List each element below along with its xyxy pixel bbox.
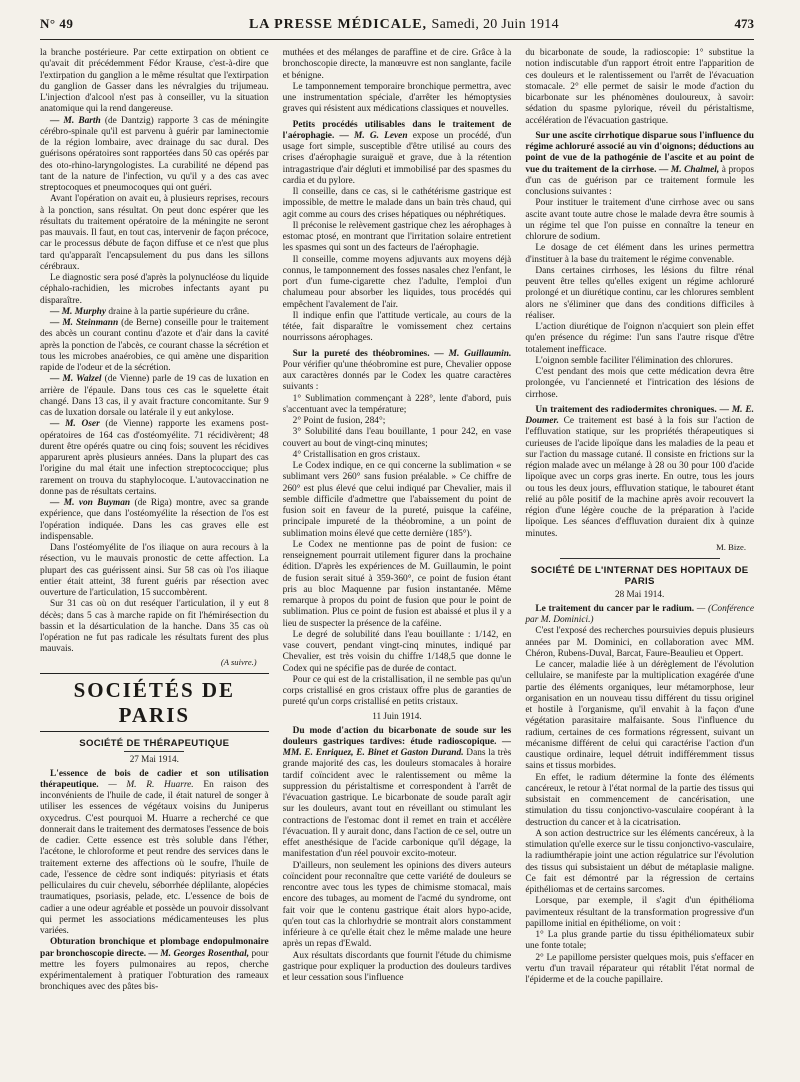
article-title: Sur une ascite cirrhotique disparue sous l'influence du régime achloruré associé au vin d'oignons; déductions au point de vue de la pathogénie de l'ascite et au point de vue du traitement de la cirrhose. bbox=[525, 130, 754, 175]
paragraph: Avant l'opération on avait eu, à plusieurs reprises, recours à la ponction, sans résultat. On peut donc espérer que les résultats du traitement opératoire de la méningite ne seront pas mauvais. Il faut, en tout cas, intervenir de façon précoce, car le processus débute de façon diffuse et ce n'est que plus tard qu'apparaît l'encapsulement du pus dans les sillons cérébraux. bbox=[40, 194, 269, 272]
author-name: — M. Chalmel, bbox=[656, 164, 720, 175]
list-item: 1° Sublimation commençant à 228°, lente d'abord, puis s'accentuant avec la température; bbox=[282, 393, 512, 415]
paragraph-text: à propos d'un cas de guérison par ce traitement formule les conclusions suivantes : bbox=[525, 164, 754, 197]
paragraph bbox=[40, 419, 269, 498]
column-3 bbox=[525, 48, 754, 1074]
paragraph: Le degré de solubilité dans l'eau bouillante : 1/142, en vase couvert, pendant vingt-cinq minutes, indiqué par Chevalier, est très voisin du chiffre 1/148,5 que donne le Codex qui ne spécifie pas de durée de contact. bbox=[282, 629, 512, 674]
paragraph bbox=[283, 120, 512, 188]
section-rule bbox=[560, 558, 720, 559]
paragraph: Pour ce qui est de la cristallisation, il ne semble pas qu'un corps cristallisé en gros cristaux offre plus de garanties de pureté qu'un corps cristallisé en petits cristaux. bbox=[282, 674, 512, 708]
paragraph-text: pour mettre les foyers pulmonaires au repos, cherche expérimentalement à pratiquer l'obturation des rameaux bronchiques avec des pâtes bis- bbox=[40, 948, 269, 993]
paragraph bbox=[40, 937, 269, 993]
paragraph: A son action destructrice sur les éléments cancéreux, à la stimulation qu'elle exerce sur le tissu conjonctivo-vasculaire, la radiumthérapie joint une action régulatrice sur l'évolution des tissus qui subsistaient un début de métaplasie maligne. Ce fait est démontré par la régression de certains épithéliomas et de certains sarcomes. bbox=[525, 828, 754, 895]
author-name: — MM. E. Enriquez, E. Binet et Gaston Durand. bbox=[282, 736, 512, 758]
article-title: Du mode d'action du bicarbonate de soude sur les douleurs gastriques tardives: étude radioscopique. bbox=[282, 725, 512, 747]
author-name: — (Conférence par M. Dominici.) bbox=[525, 603, 754, 625]
author-name: — M. Georges Rosenthal, bbox=[146, 948, 250, 959]
banner-rule bbox=[40, 731, 269, 732]
paragraph: Le tamponnement temporaire bronchique permettra, avec une instrumentation spéciale, d'arrêter les hémoptysies graves qui résistent aux médications classiques et nouvelles. bbox=[282, 81, 512, 115]
list-item: 2° Le papillome persister quelques mois, puis s'effacer en vertu d'un travail réparateur qui rétablit l'état normal de l'épiderme et de la couche papillaire. bbox=[525, 952, 754, 985]
author-name: — M. Steinmann bbox=[50, 318, 119, 328]
paragraph-text: (de Berne) conseille pour le traitement des abcès un courant continu d'azote et d'air dans la cavité après la ponction de l'abcès, ce courant chasse la sécrétion et tous les microbes anaérobies, ce qui amène une disparition rapide de l'odeur et de la sécrétion. bbox=[40, 318, 269, 373]
author-name: — M. Murphy bbox=[50, 306, 107, 317]
paragraph: Il conseille, dans ce cas, si le cathétérisme gastrique est impossible, de mettre le malade dans un bain très chaud, qui agit comme au cours des crises hépatiques ou néphrétiques. bbox=[282, 187, 512, 220]
paragraph bbox=[525, 131, 754, 199]
journal-title bbox=[249, 17, 559, 33]
paragraph: L'action diurétique de l'oignon n'acquiert son plein effet qu'en présence du régime: l'un sans l'autre risque d'être totalement inefficace. bbox=[525, 322, 754, 355]
paragraph-text: Pour vérifier qu'une théobromine est pure, Chevalier oppose aux caractères donnés par le Codex les quatre caractères suivants : bbox=[282, 359, 512, 393]
author-name: — M. von Buyman bbox=[50, 498, 131, 508]
page-header bbox=[40, 16, 754, 40]
paragraph: muthées et des mélanges de paraffine et de cire. Grâce à la bronchoscopie directe, la manœuvre est non sanglante, facile et bénigne. bbox=[282, 48, 512, 81]
paragraph: L'oignon semble faciliter l'élimination des chlorures. bbox=[535, 355, 733, 366]
paragraph-text: draine à la partie supérieure du crâne. bbox=[106, 306, 250, 317]
paragraph: Le Codex ne mentionne pas de point de fusion: ce renseignement pourrait utilement figurer dans la prochaine édition. D'après les expériences de M. Guillaumin, le point de fusion serait situé à 359-360°, ce point de fusion étant pris au bloc Maquenne par fusion instantanée. Même remarque à propos du point de fusion que pour le point de sublimation. Plus ce point de fusion est abaissé et plus il y a lieu de suspecter la présence de la caféine. bbox=[282, 539, 512, 629]
author-name: — M. G. Leven bbox=[334, 130, 408, 141]
paragraph bbox=[40, 116, 269, 195]
paragraph bbox=[40, 307, 269, 318]
paragraph: Dans l'ostéomyélite de l'os iliaque on aura recours à la résection, vu le mauvais pronostic de cette affection. La plupart des cas guérissent ainsi. Sur 58 cas où l'os iliaque entier était atteint, 38 furent guéris par résection avec ouverture de l'articulation, 15 succombèrent. bbox=[40, 543, 269, 598]
paragraph-text: En raison des inconvénients de l'huile de cade, il était naturel de songer à utiliser les essences de végétaux voisins du Juniperus oxycedrus. C'est pourquoi M. Huarre a recherché ce que donnerait dans le traitement des dermatoses l'essence de bois de cadier. Cette essence est très soluble dans l'éther, l'acétone, le chloroforme et peut rendre des services dans le traitement externe des affections où le soufre, l'huile de cade, l'essence de cèdre sont indiqués: pityriasis et états pelliculaires du cuir chevelu, séborrhée déplilante, alopécies traumatiques, psoriasis, pelade, etc. L'essence de bois de cadier a une odeur agréable et possède un pouvoir dissolvant qui permet les associations médicamenteuses les plus variées. bbox=[40, 779, 269, 936]
paragraph-text: (de Vienne) rapporte les examens post-opératoires de 164 cas d'ostéomyélite. 71 récidivèrent; 48 durent être opérés quatre ou cinq fois; souvent les récidives apparurent après plusieurs années. Dans la plupart des cas l'origine du mal était une infection streptococcique; plus rarement on trouva du staphylocoque. L'autovaccination ne donne pas de résultats certains. bbox=[40, 419, 269, 497]
paragraph: Il indique enfin que l'attitude verticale, au cours de la tétée, fait disparaître le vomissement chez certains nourrissons aérophages. bbox=[282, 310, 512, 344]
article-title: Un traitement des radiodermites chroniques. bbox=[535, 404, 717, 415]
paragraph: du bicarbonate de soude, la radioscopie: 1° substitue la notion indiscutable d'un rapport étroit entre l'apparition de ces douleurs et le ralentissement ou l'arrêt de l'évacuation stomacale. 2° elle permet de saisir le mode d'action du bicarbonate sur les phénomènes douloureux, à savoir: sédation du spasme pylorique, réveil du péristaltisme, accélération de l'évacuation gastrique. bbox=[525, 48, 754, 126]
signature: M. Bize. bbox=[716, 541, 746, 552]
section-banner: SOCIÉTÉS DE PARIS bbox=[40, 673, 269, 728]
journal-name: LA PRESSE MÉDICALE, bbox=[248, 17, 428, 32]
paragraph: Pour instituer le traitement d'une cirrhose avec ou sans ascite avant toute autre chose le malade devra être soumis à un régime tel que l'on puisse en connaître la teneur en chlorure de sodium. bbox=[525, 198, 754, 242]
article-title: Obturation bronchique et plombage endopulmonaire par bronchoscopie directe. bbox=[40, 937, 269, 959]
paragraph: Le dosage de cet élément dans les urines permettra d'instituer à la base du traitement le régime convenable. bbox=[525, 243, 754, 265]
author-name: — M. Guillaumin. bbox=[429, 348, 512, 359]
column-2 bbox=[283, 48, 512, 1074]
article-title: Petits procédés utilisables dans le traitement de l'aérophagie. bbox=[282, 119, 512, 141]
paragraph: Le diagnostic sera posé d'après la polynucléose du liquide céphalo-rachidien, les microbes infectants ayant pu disparaître. bbox=[40, 273, 269, 306]
paragraph: Sur 31 cas où on dut reséquer l'articulation, il y eut 8 décès; dans 5 cas à marche rapide on fit l'hémirésection du bassin et la désarticulation de la hanche. Dans 35 cas où l'opération ne fut pas radicale les résultats furent des plus mauvais. bbox=[40, 599, 269, 655]
paragraph-text: (de Dantzig) rapporte 3 cas de méningite cérébro-spinale qu'il est parvenu à guérir par laminectomie de la région lombaire, avec drainage du sac dural. Des guérisons opératoires sont rapportées dans 50 cas opérés par des oto-rhino-laryngologistes. La curabilité ne dépend pas tant de la nature de l'infection, vu qu'il y a des cas avec streptocoques et pneumocoques qui ont guéri. bbox=[40, 115, 269, 193]
paragraph bbox=[40, 498, 269, 543]
society-rule bbox=[124, 751, 184, 752]
paragraph-text: (de Riga) montre, avec sa grande expérience, que dans l'ostéomyélite la résection de l'os est l'opération indiquée. Dans les cas graves elle est indispensable. bbox=[40, 498, 269, 542]
text-columns bbox=[40, 48, 754, 1074]
society-title: SOCIÉTÉ DE L'INTERNAT DES HOPITAUX DE PARIS bbox=[530, 564, 749, 587]
society-title: SOCIÉTÉ DE THÉRAPEUTIQUE bbox=[79, 737, 230, 749]
session-date: 27 Mai 1914. bbox=[129, 753, 179, 764]
paragraph: C'est pendant des mois que cette médication devra être prolongée, vu l'ancienneté et l'intrication des lésions de cirrhose. bbox=[525, 367, 754, 400]
paragraph-text: Dans la très grande majorité des cas, les douleurs stomacales à horaire tardif coïncident avec le ralentissement ou même la suppression du péristaltisme et correspondent à l'arrêt de l'évacuation gastrique. Le bicarbonate de soude paraît agir sur les douleurs, avant tout en réveillant ou stimulant les contractions de l'estomac dont il remet en train et accélère l'évacuation. Il y aurait donc, dans l'action de ce sel, outre un effet anesthésique de l'acide carbonique qu'il dégage, la manifestation d'un réel pouvoir excito-moteur. bbox=[282, 748, 512, 860]
paragraph: Lorsque, par exemple, il s'agit d'un épithélioma pavimenteux résultant de la transformation progressive d'un papillome initial en épithéliome, on voit : bbox=[525, 896, 754, 929]
session-date: 11 Juin 1914. bbox=[372, 710, 422, 721]
author-name: — M. R. Huarre. bbox=[98, 779, 194, 790]
article-title: L'essence de bois de cadier et son utilisation thérapeutique. bbox=[40, 768, 269, 790]
paragraph: Dans certaines cirrhoses, les lésions du filtre rénal peuvent être telles qu'elles exigent un régime achloruré prolongé et un diurétique continu, car les chlorures semblent alors ne s'éliminer que dans des conditions difficiles à réaliser. bbox=[525, 265, 754, 321]
author-name: — M. Oser bbox=[50, 419, 100, 430]
paragraph-text: Ce traitement est basé à la fois sur l'action de l'effluvation statique, sur les propriétés thérapeutiques si curieuses de l'acide lipoïque dans les maladies de la peau et sur l'action du massage cutané. Il consiste en frictions sur la région malade avec un mélange à 28 ou 30 pour 100 d'acide lipoïque avec un corps gras inerte. En outre, tous les jours ou tous les deux jours, effluvation statique, le tabouret étant relié au pôle positif de la machine après avoir recouvert la région d'une légère couche de la préparation à l'acide lipoïque. Les séances d'effluvation duraient dix à quinze minutes. bbox=[525, 416, 754, 539]
issue-date: Samedi, 20 Juin 1914 bbox=[431, 17, 559, 32]
paragraph: C'est l'exposé des recherches poursuivies depuis plusieurs années par M. Dominici, en collaboration avec MM. Chéron, Rubens-Duval, Barcat, Faure-Beaulieu et Oppert. bbox=[525, 626, 754, 659]
to-be-continued: (A suivre.) bbox=[220, 656, 257, 667]
paragraph: D'ailleurs, non seulement les opinions des divers auteurs coïncident pour reconnaître que cette variété de douleurs se rencontre avec tous les types de chimisme stomacal, mais encore des tubages, au moment de l'acmé du syndrome, ont fait voir que le contenu gastrique était alors hypo-acide, qu'en tout cas la chlorhydrie se montrait alors constamment inférieure à ce qu'elle était chez le même malade une heure après un repas d'Ewald. bbox=[282, 860, 512, 950]
paragraph bbox=[525, 405, 754, 540]
paragraph-text: (de Vienne) parle de 19 cas de luxation en arrière de l'épaule. Dans tous ces cas le squelette était changé. Dans 13 cas, il y avait fracture concomitante. Sur 9 cas de luxation dorsale ou latérale il y eut ankylose. bbox=[40, 374, 269, 418]
list-item: 2° Point de fusion, 284°; bbox=[292, 416, 386, 426]
paragraph-text: expose un procédé, d'un usage fort simple, susceptible d'être utilisé au cours des crises d'aérophagie suraiguë et grave, due à la rétention intragastrique d'air dégluti et immobilisé par des spasmes du cardia et du pylore. bbox=[282, 130, 512, 186]
article-title: Le traitement du cancer par le radium. bbox=[535, 603, 695, 614]
author-name: — M. E. Doumer. bbox=[525, 404, 754, 426]
article-title: Sur la pureté des théobromines. bbox=[292, 348, 430, 359]
paragraph: Le cancer, maladie liée à un dérèglement de l'évolution cellulaire, se manifeste par la multiplication exagérée d'une partie des éléments organiques, leur métamorphose, leur organisation en un nouveau tissu différent du tissu originel et hostile à l'organisme, qu'il envahit à la façon d'une végétation parasitaire malfaisante. Sous l'influence du radium, certaines de ces formations régressent, suivant un mécanisme différent de celui qui caractérise l'action d'un caustique ordinaire, lequel détruit indifféremment tissus sains et tissus morbides. bbox=[525, 660, 754, 772]
paragraph: Il préconise le relèvement gastrique chez les aérophages à estomac ptosé, en montrant que l'irritation solaire entretient les spasmes qui sont un des facteurs de l'aérophagie. bbox=[282, 220, 512, 254]
author-name: — M. Walzel bbox=[50, 374, 102, 385]
list-item: 4° Cristallisation en gros cristaux. bbox=[292, 449, 421, 460]
list-item: 3° Solubilité dans l'eau bouillante, 1 pour 242, en vase couvert au bout de vingt-cinq minutes; bbox=[282, 427, 512, 449]
paragraph bbox=[525, 604, 754, 627]
paragraph: Il conseille, comme moyens adjuvants aux moyens déjà connus, le tamponnement des fosses nasales chez l'enfant, le port d'un fume-cigarette chez l'adulte, l'emploi d'un chalumeau pour absorber les liquides, tous procédés qui empêchent l'avalement de l'air. bbox=[282, 254, 512, 310]
paragraph: Aux résultats discordants que fournit l'étude du chimisme gastrique pour expliquer la production des douleurs tardives et leur cessation sous l'influence bbox=[282, 950, 512, 983]
paragraph bbox=[40, 318, 269, 374]
paragraph: la branche postérieure. Par cette extirpation on obtient ce qu'avait dit précédemment Fédor Krause, c'est-à-dire que l'extirpation du ganglion a le même résultat que l'extirpation du ganglion de Gasser dans les névralgies du trijumeau. L'injection d'alcool n'est pas à conseiller, vu la situation anatomique qui la rend dangereuse. bbox=[40, 48, 269, 115]
paragraph bbox=[283, 726, 512, 861]
list-item: 1° La plus grande partie du tissu épithéliomateux subir une fonte totale; bbox=[525, 930, 754, 952]
author-name: — M. Barth bbox=[50, 115, 101, 126]
paragraph: Le Codex indique, en ce qui concerne la sublimation « se sublimant vers 260° sans fusion préalable. » Ce chiffre de 260° est plus élevé que celui indiqué par Chevalier, mais il semble difficile d'admettre que l'abaissement du point de fusion soit en faveur de la pureté, puisque la caféine, principale impureté de la théobromine, a un point de sublimation moins élevé que cette dernière (185°). bbox=[282, 461, 512, 539]
page-number: 473 bbox=[734, 16, 754, 31]
paragraph bbox=[283, 349, 512, 394]
column-1 bbox=[40, 48, 269, 1074]
paragraph bbox=[40, 769, 269, 938]
paragraph bbox=[40, 374, 269, 419]
paragraph: En effet, le radium détermine la fonte des éléments cancéreux, le retour à l'état normal de la partie des tissus qui subsistait en commencement de cancérisation, une stimulation du tissu conjonctivo-vasculaire coopérant à la destruction du cancer et à la cicatrisation. bbox=[525, 772, 754, 828]
session-date: 28 Mai 1914. bbox=[615, 588, 665, 599]
issue-number: N° 49 bbox=[40, 16, 74, 31]
